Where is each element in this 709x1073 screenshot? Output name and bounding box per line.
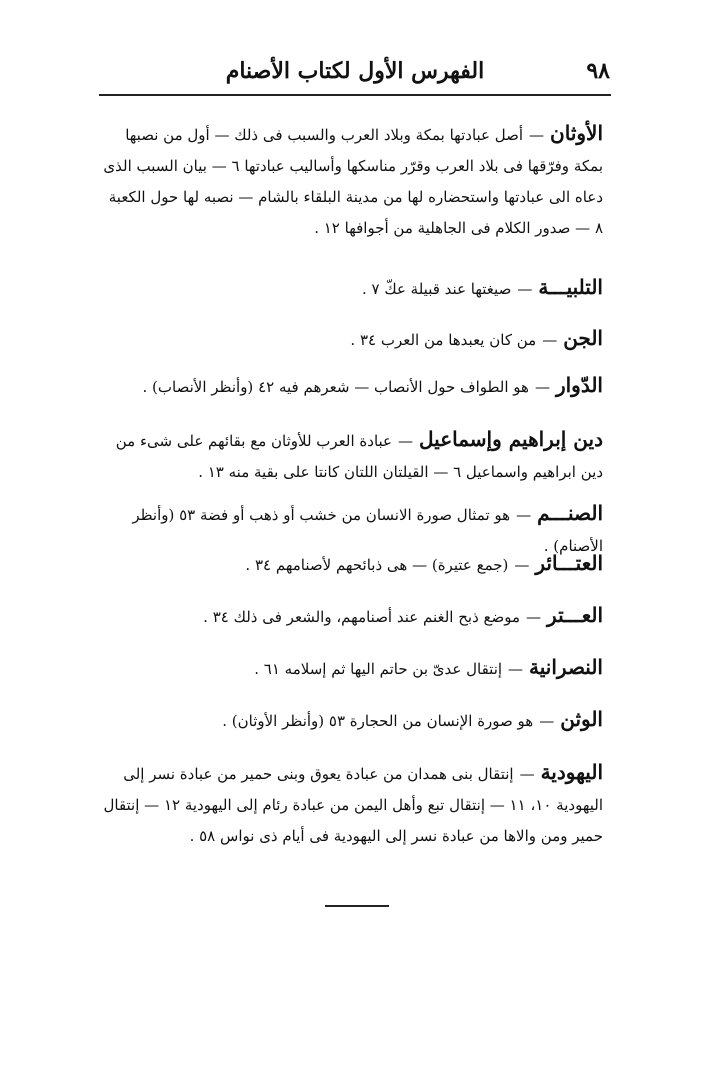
entry-text: إنتقال عدىّ بن حاتم اليها ثم إسلامه ٦١ . <box>254 660 503 678</box>
entry-dash: — <box>519 765 535 783</box>
index-entry <box>103 370 603 403</box>
index-entry <box>103 272 603 305</box>
entry-term: اليهودية <box>540 760 603 784</box>
index-entry <box>103 424 603 488</box>
index-entry <box>103 704 603 737</box>
entry-term: العـــتر <box>547 603 603 627</box>
entry-term: الأوثان <box>550 121 603 145</box>
entry-text: أصل عبادتها بمكة وبلاد العرب والسبب فى ذلك — أول من نصبها بمكة وفرّقها فى بلاد العرب وقرّر مناسكها وأساليب عبادتها ٦ — بيان السبب الذى دعاه الى عبادتها واستحضاره لها من مدينة البلقاء بالشام — نصبه لها حول الكعبة ٨ — صدور الكلام فى الجاهلية من أجوافها ١٢ . <box>103 126 603 237</box>
index-entry <box>103 600 603 633</box>
index-entry <box>103 548 603 581</box>
entry-dash: — <box>508 660 524 678</box>
entry-dash: — <box>517 280 533 298</box>
page-title: الفهرس الأول لكتاب الأصنام <box>225 58 485 84</box>
index-entry <box>103 323 603 356</box>
entry-term: العتـــائر <box>535 551 603 575</box>
entry-text: إنتقال بنى همدان من عبادة يعوق وبنى حمير من عبادة نسر إلى اليهودية ١٠، ١١ — إنتقال تبع وأهل اليمن من عبادة رئام إلى اليهودية ١٢ — إنتقال حمير ومن والاها من عبادة نسر إلى اليهودية فى أيام ذى نواس ٥٨ . <box>103 765 603 845</box>
index-entry <box>103 652 603 685</box>
entry-text: موضع ذبح الغنم عند أصنامهم، والشعر فى ذلك ٣٤ . <box>203 608 521 626</box>
entry-dash: — <box>398 432 414 450</box>
entry-dash: — <box>529 126 545 144</box>
entry-dash: — <box>542 331 558 349</box>
entry-dash: — <box>539 712 555 730</box>
entry-term: دين إبراهيم وإسماعيل <box>419 427 603 451</box>
entry-text: هو الطواف حول الأنصاب — شعرهم فيه ٤٢ (وأنظر الأنصاب) . <box>142 378 529 396</box>
entry-dash: — <box>514 556 530 574</box>
entry-text: عبادة العرب للأوثان مع بقائهم على شىء من دين ابراهيم واسماعيل ٦ — القيلتان اللتان كانتا على بقية منه ١٣ . <box>115 432 603 481</box>
entry-text: من كان يعبدها من العرب ٣٤ . <box>350 331 537 349</box>
entry-term: الدّوار <box>555 373 603 397</box>
entry-term: الوثن <box>560 707 603 731</box>
page-number: ٩٨ <box>586 58 610 84</box>
entry-term: النصرانية <box>529 655 603 679</box>
page-header <box>100 58 610 90</box>
entry-text: صيغتها عند قبيلة عكّ ٧ . <box>361 280 512 298</box>
entry-text: هو صورة الإنسان من الحجارة ٥٣ (وأنظر الأوثان) . <box>222 712 534 730</box>
entry-term: التلبيـــة <box>538 275 603 299</box>
entry-text: (جمع عتيرة) — هى ذبائحهم لأصنامهم ٣٤ . <box>245 556 509 574</box>
entry-dash: — <box>534 378 550 396</box>
header-rule <box>99 94 611 96</box>
closing-rule <box>325 905 389 907</box>
index-entry <box>103 118 603 244</box>
entry-term: الصنـــم <box>537 501 603 525</box>
entry-dash: — <box>526 608 542 626</box>
entry-text: هو تمثال صورة الانسان من خشب أو ذهب أو فضة ٥٣ (وأنظر الأصنام) . <box>132 506 603 555</box>
entry-dash: — <box>516 506 532 524</box>
index-entry <box>103 757 603 852</box>
entry-term: الجن <box>563 326 603 350</box>
